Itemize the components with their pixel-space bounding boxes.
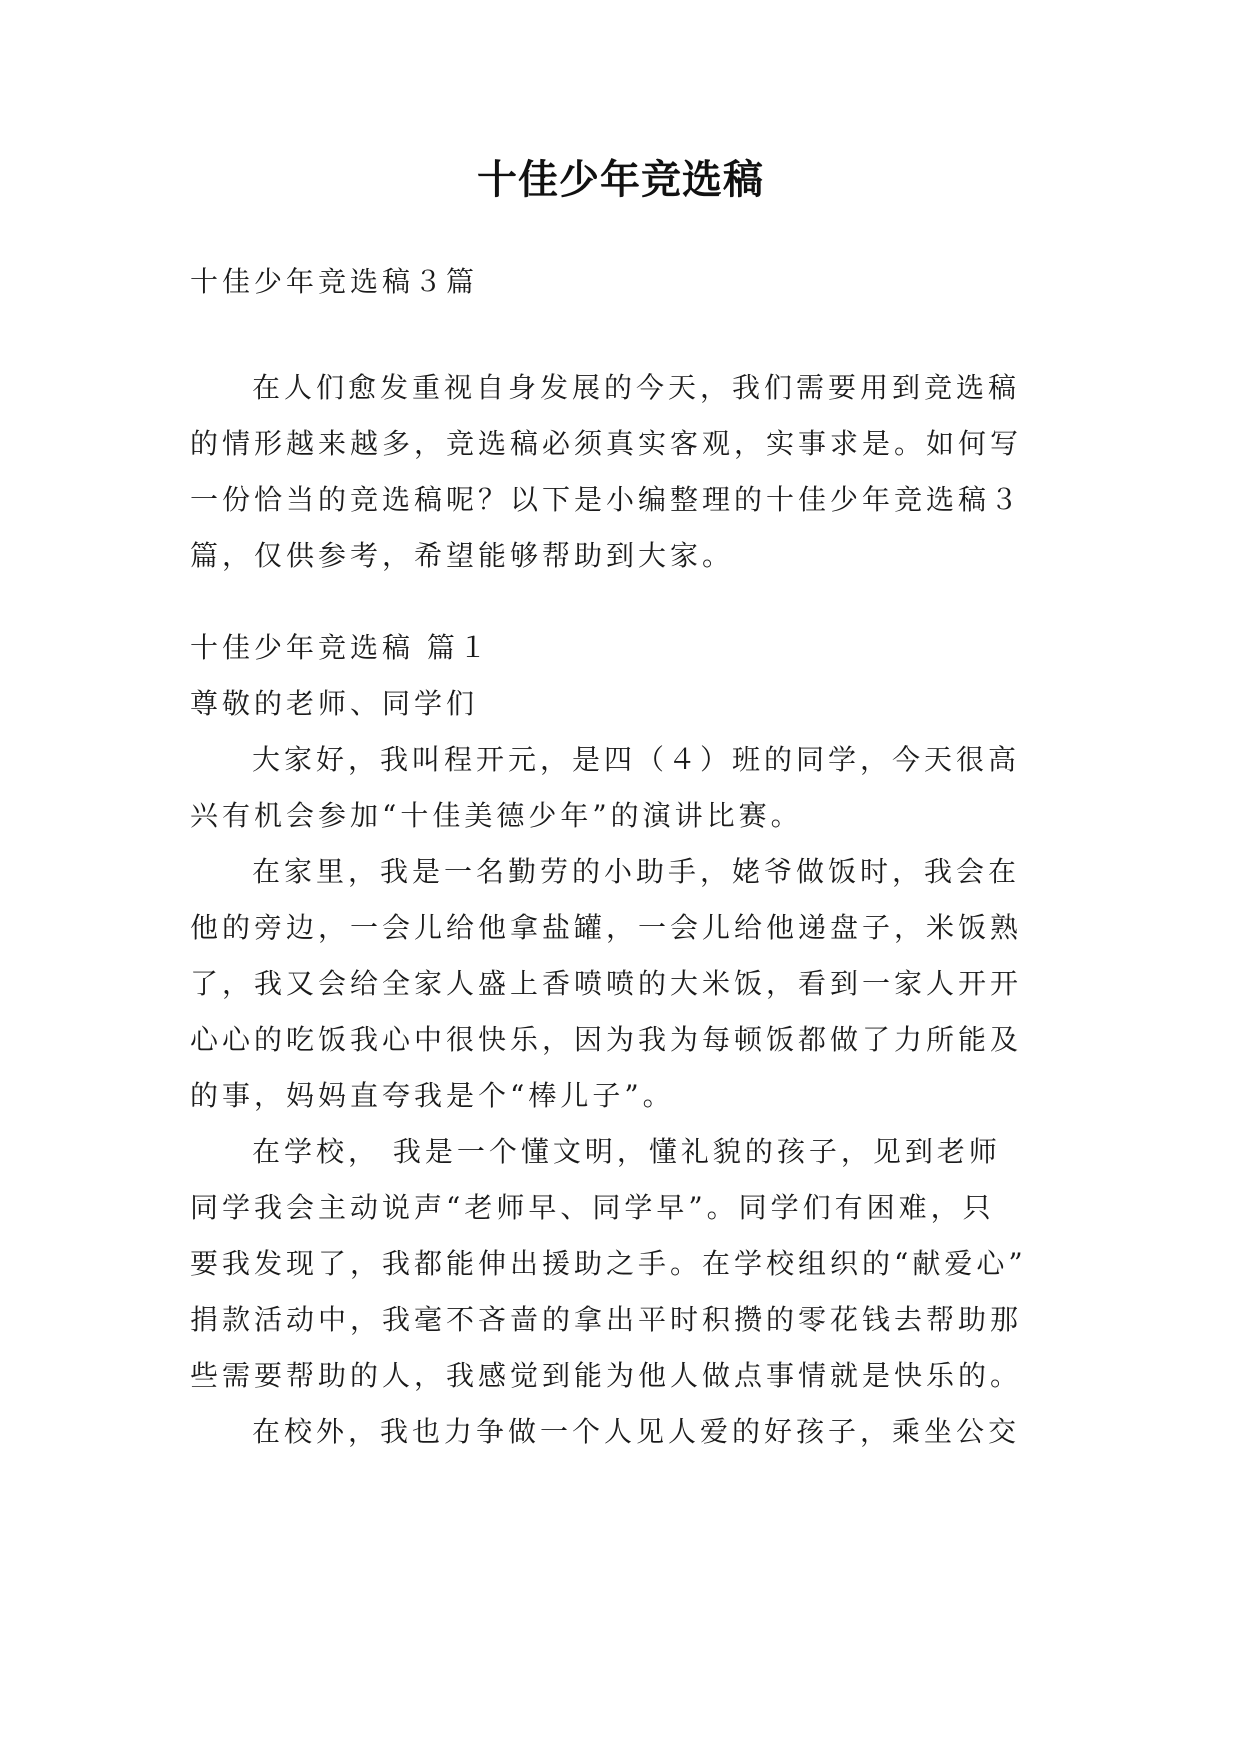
intro-paragraph: [190, 360, 1060, 584]
salutation: 尊敬的老师、同学们: [190, 687, 479, 720]
body-line: 了，我又会给全家人盛上香喷喷的大米饭，看到一家人开开: [190, 967, 1023, 1000]
intro-line: 在人们愈发重视自身发展的今天，我们需要用到竞选稿: [252, 371, 1021, 404]
body-line: 些需要帮助的人，我感觉到能为他人做点事情就是快乐的。: [190, 1359, 1023, 1392]
body-line: 在家里，我是一名勤劳的小助手，姥爷做饭时，我会在: [252, 855, 1021, 888]
section-heading: 十佳少年竞选稿 篇１: [190, 631, 491, 664]
body-line: 捐款活动中，我毫不吝啬的拿出平时积攒的零花钱去帮助那: [190, 1303, 1023, 1336]
body-line: 兴有机会参加“十佳美德少年”的演讲比赛。: [190, 799, 803, 832]
body-line: 在学校， 我是一个懂文明，懂礼貌的孩子，见到老师: [252, 1135, 1001, 1168]
body-line: 同学我会主动说声“老师早、同学早”。同学们有困难，只: [190, 1191, 995, 1224]
body-line: 在校外，我也力争做一个人见人爱的好孩子，乘坐公交: [252, 1415, 1021, 1448]
speech-block: [190, 620, 1060, 1460]
document-title: 十佳少年竞选稿: [477, 157, 764, 203]
body-line: 心心的吃饭我心中很快乐，因为我为每顿饭都做了力所能及: [190, 1023, 1023, 1056]
body-line: 他的旁边，一会儿给他拿盐罐，一会儿给他递盘子，米饭熟: [190, 911, 1023, 944]
intro-line: 一份恰当的竞选稿呢？以下是小编整理的十佳少年竞选稿３: [190, 483, 1023, 516]
intro-line: 的情形越来越多，竞选稿必须真实客观，实事求是。如何写: [190, 427, 1023, 460]
subtitle-block: [190, 254, 1060, 310]
document-subtitle: 十佳少年竞选稿３篇: [190, 265, 479, 298]
body-line: 的事，妈妈直夸我是个“棒儿子”。: [190, 1079, 675, 1112]
intro-line: 篇，仅供参考，希望能够帮助到大家。: [190, 539, 735, 572]
body-line: 大家好，我叫程开元，是四（４）班的同学，今天很高: [252, 743, 1021, 776]
body-line: 要我发现了，我都能伸出援助之手。在学校组织的“献爱心”: [190, 1247, 1027, 1280]
